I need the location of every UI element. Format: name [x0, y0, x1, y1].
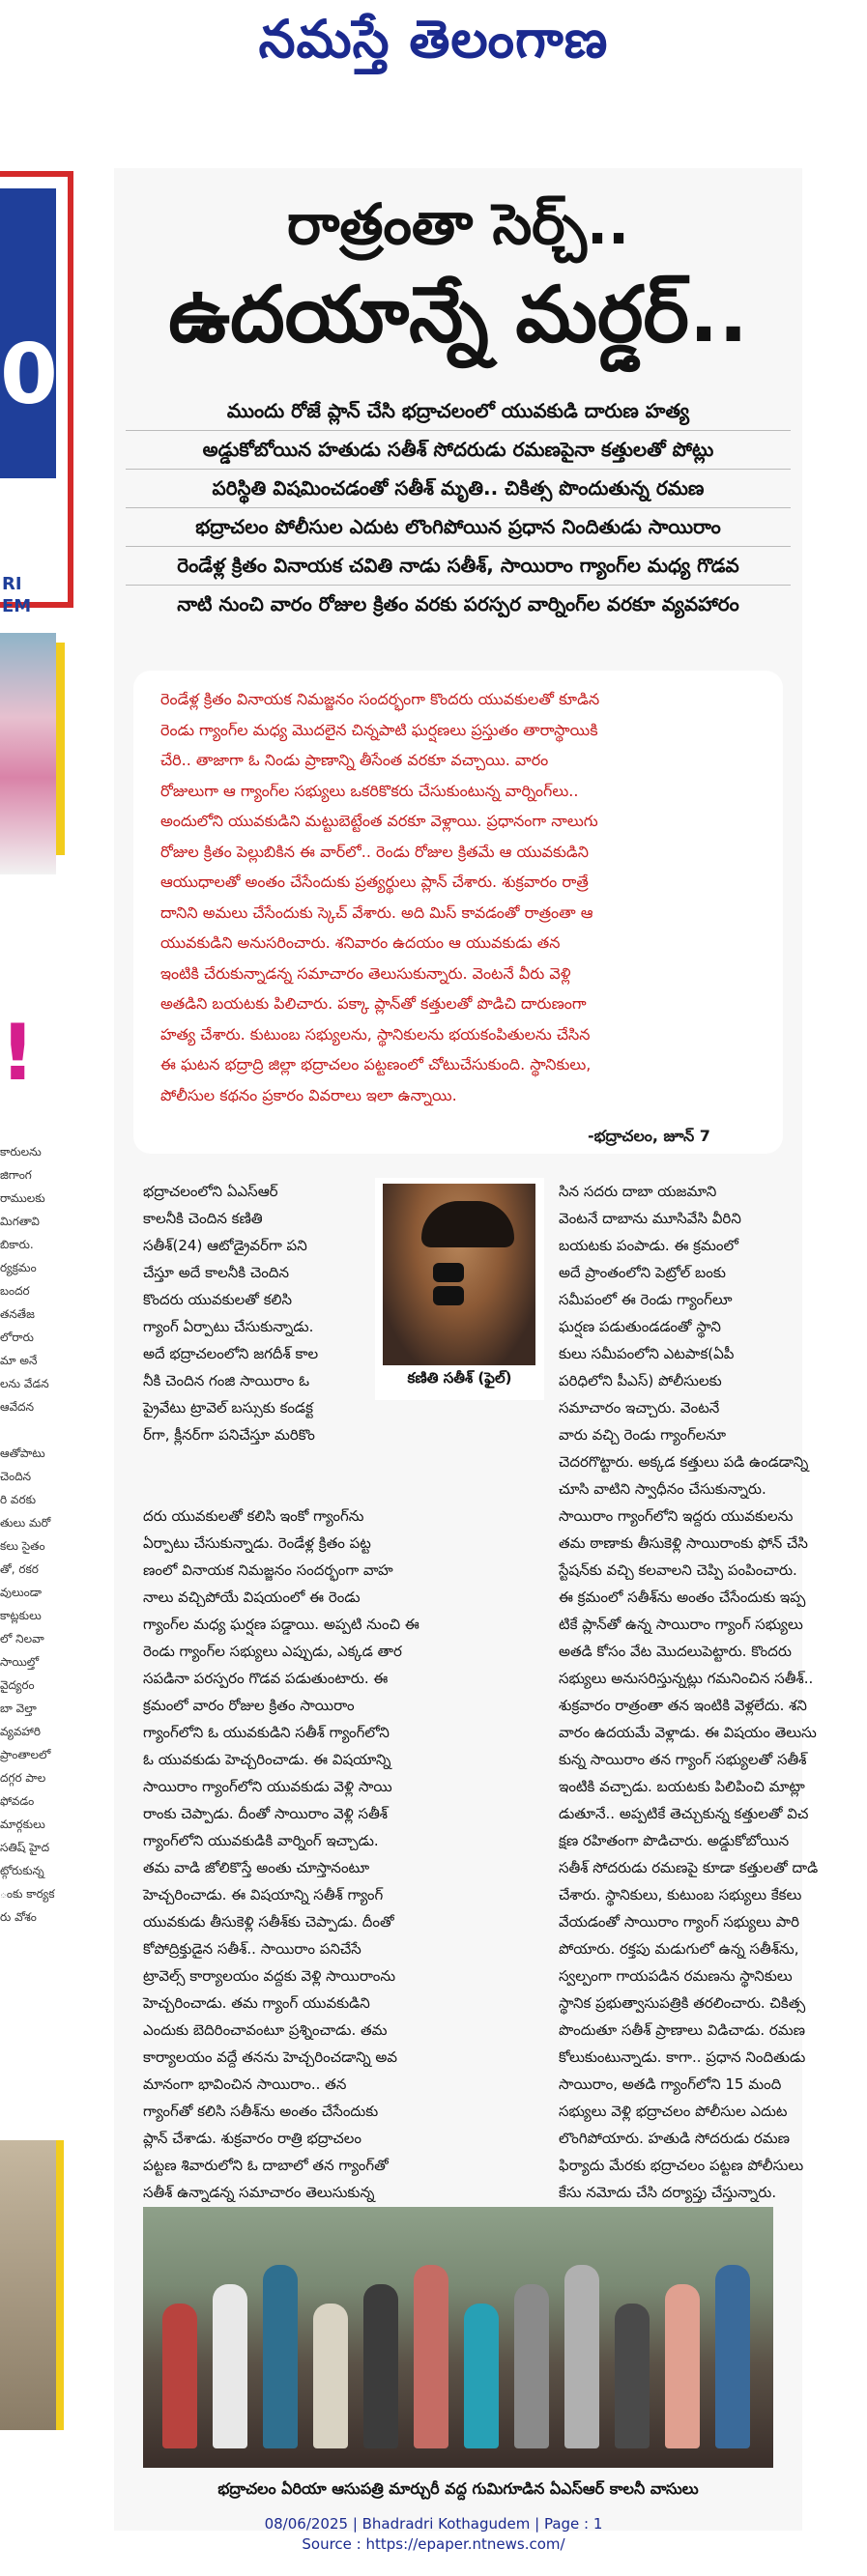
body-line: చేశారు. స్థానికులు, కుటుంబ సభ్యులు కేకలు — [559, 1886, 802, 1903]
adjacent-text-line: బా వెల్తా — [0, 1702, 37, 1715]
adjacent-text-line: రు వోశం — [0, 1910, 37, 1924]
body-line: ట్రావెల్స్‌ కార్యాలయం వద్దకు వెళ్లి సాయిరాంను — [143, 1967, 396, 1985]
sunglasses — [433, 1263, 505, 1282]
adjacent-text-line: కాట్లకులు — [0, 1609, 42, 1622]
masthead — [0, 0, 867, 92]
body-line: సతీశ్‌ ఉన్నాడన్న సమాచారం తెలుసుకున్న — [143, 2184, 375, 2201]
person-figure — [564, 2265, 599, 2448]
adjacent-text-line: సాయిల్తో — [0, 1655, 40, 1669]
adjacent-text-line: సతిష్ హైద — [0, 1841, 50, 1854]
person-figure — [615, 2304, 650, 2448]
advertisement-box — [0, 171, 73, 617]
intro-line: దానిని అమలు చేసేందుకు స్కెచ్‌ వేశారు. అది మిస్‌ కావడంతో రాత్రంతా ఆ — [160, 902, 593, 922]
body-line: కున్న సాయిరాం తన గ్యాంగ్‌ సభ్యులతో సతీశ్‌ — [559, 1751, 807, 1768]
body-column-2 — [559, 1178, 819, 2206]
body-line: సిన సదరు దాబా యజమాని — [559, 1183, 717, 1200]
intro-line: రోజులుగా ఆ గ్యాంగ్‌ల సభ్యులు ఒకరికొకరు చేసుకుంటున్న వార్నింగ్‌లు.. — [160, 781, 579, 800]
person-figure — [313, 2304, 348, 2448]
body-line: కేసు నమోదు చేసి దర్యాప్తు చేస్తున్నారు. — [559, 2184, 777, 2201]
body-line: కులు సమీపంలోని ఎటపాక(ఏపీ — [559, 1345, 735, 1362]
intro-line: అతడిని బయటకు పిలిచారు. పక్కా ప్లాన్‌తో కత్తులతో పొడిచి దారుణంగా — [160, 994, 587, 1013]
body-line: దరు యువకులతో కలిసి ఇంకో గ్యాంగ్‌ను — [143, 1507, 364, 1525]
subheadlines — [126, 392, 791, 623]
body-line: ఫిర్యాదు మేరకు భద్రాచలం పట్టణ పోలీసులు — [559, 2157, 804, 2174]
body-line: నాలు వచ్చిపోయే విషయంలో ఈ రెండు — [143, 1589, 361, 1606]
body-line: సాయిరాం గ్యాంగ్‌లోని యువకుడు వెళ్లి సాయి — [143, 1778, 392, 1795]
adjacent-text-line: ర్యక్రమం — [0, 1261, 37, 1274]
body-line: స్థానిక ప్రభుత్వాసుపత్రికి తరలించారు. చికిత్స — [559, 1994, 806, 2012]
body-line: చెదరగొట్టారు. అక్కడ కత్తులు పడి ఉండడాన్ని — [559, 1453, 809, 1471]
adjacent-text-line: వులుండా — [0, 1586, 42, 1599]
advertisement-number: 0 — [0, 327, 58, 423]
adjacent-photo — [0, 633, 56, 874]
subheadline: పరిస్థితి విషమించడంతో సతీశ్‌ మృతి.. చికిత్స పొందుతున్న రమణ — [126, 470, 791, 508]
body-line: కార్యాలయం వద్దే తనను హెచ్చరించడాన్ని అవ — [143, 2048, 398, 2066]
intro-line: యువకుడిని అనుసరించారు. శనివారం ఉదయం ఆ యువకుడు తన — [160, 933, 561, 952]
body-line: సమాచారం ఇచ్చారు. వెంటనే — [559, 1399, 720, 1417]
subheadline: నాటి నుంచి వారం రోజుల క్రితం వరకు పరస్పర వార్నింగ్‌ల వరకూ వ్యవహారం — [177, 592, 739, 615]
adjacent-text-line: ఆవేదన — [0, 1400, 35, 1414]
body-line: స్టేషన్‌కు వచ్చి కలవాలని చెప్పి పంపించారు. — [559, 1561, 797, 1579]
body-line: ఇంటికి వచ్చాడు. బయటకు పిలిపించి మాట్లా — [559, 1778, 805, 1795]
intro-box — [133, 671, 783, 1154]
adjacent-text-line: జిగాంగ — [0, 1168, 32, 1182]
body-line: ఎందుకు బెదిరించావంటూ ప్రశ్నించాడు. తమ — [143, 2021, 388, 2039]
body-line: స్వల్పంగా గాయపడిన రమణను స్థానికులు — [559, 1967, 793, 1985]
adjacent-photo-bottom — [0, 2140, 62, 2430]
footer-source: Source : https://epaper.ntnews.com/ — [302, 2535, 565, 2553]
adjacent-text-line: రాములకు — [0, 1191, 45, 1205]
news-article — [114, 168, 819, 2531]
body-line: సతీశ్‌(24) ఆటోడ్రైవర్‌గా పని — [143, 1237, 307, 1254]
body-line: శుక్రవారం రాత్రంతా తన ఇంటికి వెళ్లలేదు. శని — [559, 1697, 807, 1714]
adjacent-text-line: కలు సైతం — [0, 1539, 45, 1553]
crowd-photo-caption: భద్రాచలం ఏరియా ఆసుపత్రి మార్చురీ వద్ద గుమిగూడిన ఏఎస్‌ఆర్‌ కాలనీ వాసులు — [217, 2479, 699, 2498]
body-line: క్రమంలో వారం రోజుల క్రితం సాయిరాం — [143, 1697, 355, 1714]
adjacent-column-text — [0, 1140, 64, 1929]
adjacent-text-line: మా అనే — [0, 1354, 38, 1367]
masthead-title: నమస్తే తెలంగాణ — [258, 8, 609, 70]
body-line: వేయడంతో సాయిరాం గ్యాంగ్‌ సభ్యులు పారి — [559, 1913, 799, 1931]
body-line: గ్యాంగ్‌ ఏర్పాటు చేసుకున్నాడు. — [143, 1318, 314, 1335]
body-line: గ్యాంగ్‌తో కలిసి సతీశ్‌ను అంతం చేసేందుకు — [143, 2103, 379, 2120]
body-line: హెచ్చరించాడు. ఈ విషయాన్ని సతీశ్‌ గ్యాంగ్‌ — [143, 1886, 384, 1903]
intro-line: రెండు గ్యాంగ్‌ల మధ్య మొదలైన చిన్నపాటి ఘర్షణలు ప్రస్తుతం తారాస్థాయికి — [160, 720, 598, 739]
person-figure — [514, 2284, 549, 2448]
person-figure — [162, 2304, 197, 2448]
body-line: వారం ఉదయమే వెళ్లాడు. ఈ విషయం తెలుసు — [559, 1724, 817, 1741]
advertisement-panel — [0, 188, 56, 478]
subheadline: రెండేళ్ల క్రితం వినాయక చవితి నాడు సతీశ్‌, సాయిరాం గ్యాంగ్‌ల మధ్య గొడవ — [126, 547, 791, 586]
intro-line: పోలీసుల కథనం ప్రకారం వివరాలు ఇలా ఉన్నాయి. — [160, 1085, 457, 1104]
body-line: పోయారు. రక్తపు మడుగులో ఉన్న సతీశ్‌ను, — [559, 1940, 799, 1958]
person-figure — [414, 2265, 448, 2448]
adjacent-text-line: మార్గకులు — [0, 1818, 45, 1831]
subheadline: ముందు రోజే ప్లాన్‌ చేసి భద్రాచలంలో యువకుడి దారుణ హత్య — [126, 392, 791, 431]
adjacent-text-line: ప్రాంతాలలో — [0, 1748, 51, 1761]
body-line: అదే భద్రాచలంలోని జగదీశ్‌ కాల — [143, 1345, 319, 1362]
advertisement-text-line: EM — [2, 596, 32, 617]
body-line: రాంకు చెప్పాడు. దీంతో సాయిరాం వెళ్లి సతీశ్‌ — [143, 1805, 389, 1822]
body-line: సభ్యులు అనుసరిస్తున్నట్లు గమనించిన సతీశ్‌.. — [559, 1670, 814, 1687]
body-line: అతడి కోసం వేట మొదలుపెట్టారు. కొందరు — [559, 1643, 792, 1660]
crowd-photo — [143, 2207, 773, 2468]
portrait-photo — [375, 1178, 544, 1400]
yellow-divider-bottom — [56, 2140, 64, 2430]
body-line: బయటకు పంపాడు. ఈ క్రమంలో — [559, 1237, 738, 1254]
subheadline: అడ్డుకోబోయిన హతుడు సతీశ్‌ సోదరుడు రమణపైనా కత్తులతో పోట్లు — [126, 431, 791, 470]
intro-line: అందులోని యువకుడిని మట్టుబెట్టేంత వరకూ వెళ్లాయి. ప్రధానంగా నాలుగు — [160, 812, 598, 830]
intro-line: ఆయుధాలతో అంతం చేసేందుకు ప్రత్యర్థులు ప్లాన్‌ చేశారు. శుక్రవారం రాత్రే — [160, 873, 589, 891]
person-figure — [464, 2304, 499, 2448]
adjacent-text-line: బికారు. — [0, 1238, 34, 1251]
body-line: నీకి చెందిన గంజి సాయిరాం ఓ — [143, 1372, 310, 1389]
body-line: డుతూనే.. అప్పటికే తెచ్చుకున్న కత్తులతో విచ — [559, 1805, 809, 1822]
body-line: తమ ఠాణాకు తీసుకెళ్లి సాయిరాంకు ఫోన్‌ చేసి — [559, 1534, 808, 1552]
adjacent-text-line: ంకు కార్యక — [0, 1887, 55, 1901]
body-line: ప్రైవేటు ట్రావెల్‌ బస్సుకు కండక్ట — [143, 1399, 313, 1417]
body-line: ఓ యువకుడు హెచ్చరించాడు. ఈ విషయాన్ని — [143, 1751, 391, 1768]
body-line: కాలనీకి చెందిన కణితి — [143, 1210, 263, 1227]
adjacent-text-line: ఫోవడం — [0, 1794, 35, 1808]
intro-text — [160, 684, 760, 1110]
adjacent-text-line: దగ్గర పాల — [0, 1771, 46, 1785]
adjacent-text-line: వైద్యరం — [0, 1678, 35, 1692]
adjacent-text-line: ట్గోరుకున్న — [0, 1864, 44, 1877]
body-line: సభ్యులు వెళ్లి భద్రాచలం పోలీసుల ఎదుట — [559, 2103, 788, 2120]
adjacent-text-line: కారులను — [0, 1145, 42, 1159]
body-line: సాయిరాం గ్యాంగ్‌లోని ఇద్దరు యువకులను — [559, 1507, 794, 1525]
adjacent-text-line: తో, రకర — [0, 1562, 39, 1576]
adjacent-column-strip — [0, 92, 114, 2507]
person-figure — [363, 2284, 398, 2448]
adjacent-text-line: లో నిలవా — [0, 1632, 44, 1646]
adjacent-text-line: రి వరకు — [0, 1493, 36, 1506]
body-line: గ్యాంగ్‌లోని యువకుడికి వార్నింగ్‌ ఇచ్చాడు. — [143, 1832, 379, 1849]
portrait-image — [383, 1184, 535, 1365]
headline-line-1: రాత్రంతా సెర్చ్‌.. — [286, 191, 630, 257]
adjacent-text-line — [0, 1418, 64, 1442]
body-line: తమ వాడి జోలికొస్తే అంతు చూస్తానంటూ — [143, 1859, 370, 1876]
body-line: కొందరు యువకులతో కలిసి — [143, 1291, 293, 1308]
body-line: సపడినా పరస్పరం గొడవ పడుతుంటారు. ఈ — [143, 1670, 389, 1687]
page-footer — [0, 2514, 867, 2555]
adjacent-text-line: బందర — [0, 1284, 30, 1298]
body-line: కోలుకుంటున్నాడు. కాగా.. ప్రధాన నిందితుడు — [559, 2048, 806, 2066]
adjacent-text-line: లను వేడన — [0, 1377, 49, 1390]
body-column-1-top — [143, 1178, 387, 1448]
adjacent-text-line: లోరారు — [0, 1331, 34, 1344]
body-line: గ్యాంగ్‌లోని ఓ యువకుడిని సతీశ్‌ గ్యాంగ్‌లోని — [143, 1724, 390, 1741]
body-line: లొంగిపోయారు. హతుడి సోదరుడు రమణ — [559, 2130, 791, 2147]
body-line: పొందుతూ సతీశ్‌ ప్రాణాలు విడిచాడు. రమణ — [559, 2021, 806, 2039]
body-line: భద్రాచలంలోని ఏఎస్‌ఆర్‌ — [143, 1183, 278, 1200]
body-line: ఈ క్రమంలో సతీశ్‌ను అంతం చేసేందుకు ఇప్ప — [559, 1589, 806, 1606]
headline-line-2: ఉదయాన్నే మర్డర్‌.. — [168, 270, 748, 359]
adjacent-text-line: చెందిన — [0, 1470, 32, 1483]
body-line: సాయిరాం, అతడి గ్యాంగ్‌లోని 15 మంది — [559, 2075, 782, 2093]
body-line: సమీపంలో ఈ రెండు గ్యాంగ్‌లూ — [559, 1291, 733, 1308]
adjacent-text-line: తులు మరో — [0, 1516, 51, 1530]
person-figure — [263, 2265, 298, 2448]
adjacent-text-line: తనతేజ — [0, 1307, 35, 1321]
body-line: వారు వచ్చి రెండు గ్యాంగ్‌లనూ — [559, 1426, 726, 1444]
adjacent-headline: ! — [0, 1008, 36, 1098]
body-line: ఘర్షణ పడుతుండడంతో స్థాని — [559, 1318, 721, 1335]
person-figure — [715, 2265, 750, 2448]
adjacent-text-line: ఆతోపాటు — [0, 1446, 45, 1460]
intro-line: రెండేళ్ల క్రితం వినాయక నిమజ్జనం సందర్భంగా కొందరు యువకులతో కూడిన — [160, 690, 600, 708]
adjacent-text-line: వ్యవహారి — [0, 1725, 41, 1738]
intro-line: ఈ ఘటన భద్రాద్రి జిల్లా భద్రాచలం పట్టణంలో చోటుచేసుకుంది. స్థానికులు, — [160, 1055, 592, 1073]
body-line: క్షణ రహితంగా పొడిచారు. అడ్డుకోబోయిన — [559, 1832, 790, 1849]
advertisement-text-line: RI — [2, 574, 22, 594]
body-line: సతీశ్‌ సోదరుడు రమణపై కూడా కత్తులతో దాడి — [559, 1859, 819, 1876]
body-line: చేస్తూ అదే కాలనీకి చెందిన — [143, 1264, 289, 1281]
dateline: -భద్రాచలం, జూన్‌ 7 — [588, 1127, 710, 1145]
adjacent-text-line: మిగతావి — [0, 1215, 40, 1228]
body-line: రెండు గ్యాంగ్‌ల సభ్యులు ఎప్పుడు, ఎక్కడ తార — [143, 1643, 402, 1660]
footer-edition-info: 08/06/2025 | Bhadradri Kothagudem | Page : 1 — [264, 2515, 603, 2533]
yellow-divider — [56, 643, 65, 855]
body-line: టికే ప్లాన్‌తో ఉన్న సాయిరాం గ్యాంగ్‌ సభ్యులు — [559, 1616, 803, 1633]
body-line: వెంటనే దాబాను మూసివేసి వీరిని — [559, 1210, 741, 1227]
body-line: పరిధిలోని పీఎస్‌) పోలీసులకు — [559, 1372, 722, 1389]
intro-line: చేరి.. తాజాగా ఓ నిండు ప్రాణాన్ని తీసేంత వరకూ వచ్చాయి. వారం — [160, 751, 549, 769]
body-line: మానంగా భావించిన సాయిరాం.. తన — [143, 2075, 347, 2093]
intro-line: ఇంటికి చేరుకున్నాడన్న సమాచారం తెలుసుకున్నారు. వెంటనే వీరు వెళ్లి — [160, 963, 571, 983]
body-line: ర్‌గా, క్లీనర్‌గా పనిచేస్తూ మరికొం — [143, 1426, 315, 1444]
portrait-caption: కణితి సతీశ్‌ (ఫైల్‌) — [407, 1369, 512, 1387]
body-line: హెచ్చరించాడు. తమ గ్యాంగ్‌ యువకుడిని — [143, 1994, 370, 2012]
body-line: గ్యాంగ్‌ల మధ్య ఘర్షణ పడ్డాయి. అప్పటి నుంచి ఈ — [143, 1616, 419, 1633]
intro-line: రోజుల క్రితం పెల్లుబికిన ఈ వార్‌లో.. రెండు రోజుల క్రితమే ఆ యువకుడిని — [160, 842, 589, 861]
body-line: ఏర్పాటు చేసుకున్నాడు. రెండేళ్ల క్రితం పట్ట — [143, 1534, 371, 1552]
body-line: అదే ప్రాంతంలోని పెట్రోల్‌ బంకు — [559, 1264, 726, 1281]
person-figure — [213, 2284, 247, 2448]
body-column-1-bottom — [143, 1503, 588, 2260]
subheadline: భద్రాచలం పోలీసుల ఎదుట లొంగిపోయిన ప్రధాన నిందితుడు సాయిరాం — [126, 508, 791, 547]
body-line: యువకుడు తీసుకెళ్లి సతీశ్‌కు చెప్పాడు. దీంతో — [143, 1913, 394, 1931]
body-line: పట్టణ శివారులోని ఓ దాబాలో తన గ్యాంగ్‌తో — [143, 2157, 389, 2174]
advertisement-text — [2, 573, 31, 618]
body-line: ప్లాన్‌ చేశాడు. శుక్రవారం రాత్రి భద్రాచలం — [143, 2130, 361, 2147]
person-figure — [665, 2284, 700, 2448]
body-line: కోపోద్రిక్తుడైన సతీశ్‌.. సాయిరాం పనిచేసే — [143, 1940, 361, 1958]
intro-line: హత్య చేశారు. కుటుంబ సభ్యులను, స్థానికులను భయకంపితులను చేసిన — [160, 1024, 591, 1044]
body-line: చూసి వాటిని స్వాధీనం చేసుకున్నారు. — [559, 1480, 766, 1498]
body-line: ణంలో వినాయక నిమజ్జనం సందర్భంగా వాహ — [143, 1561, 393, 1579]
